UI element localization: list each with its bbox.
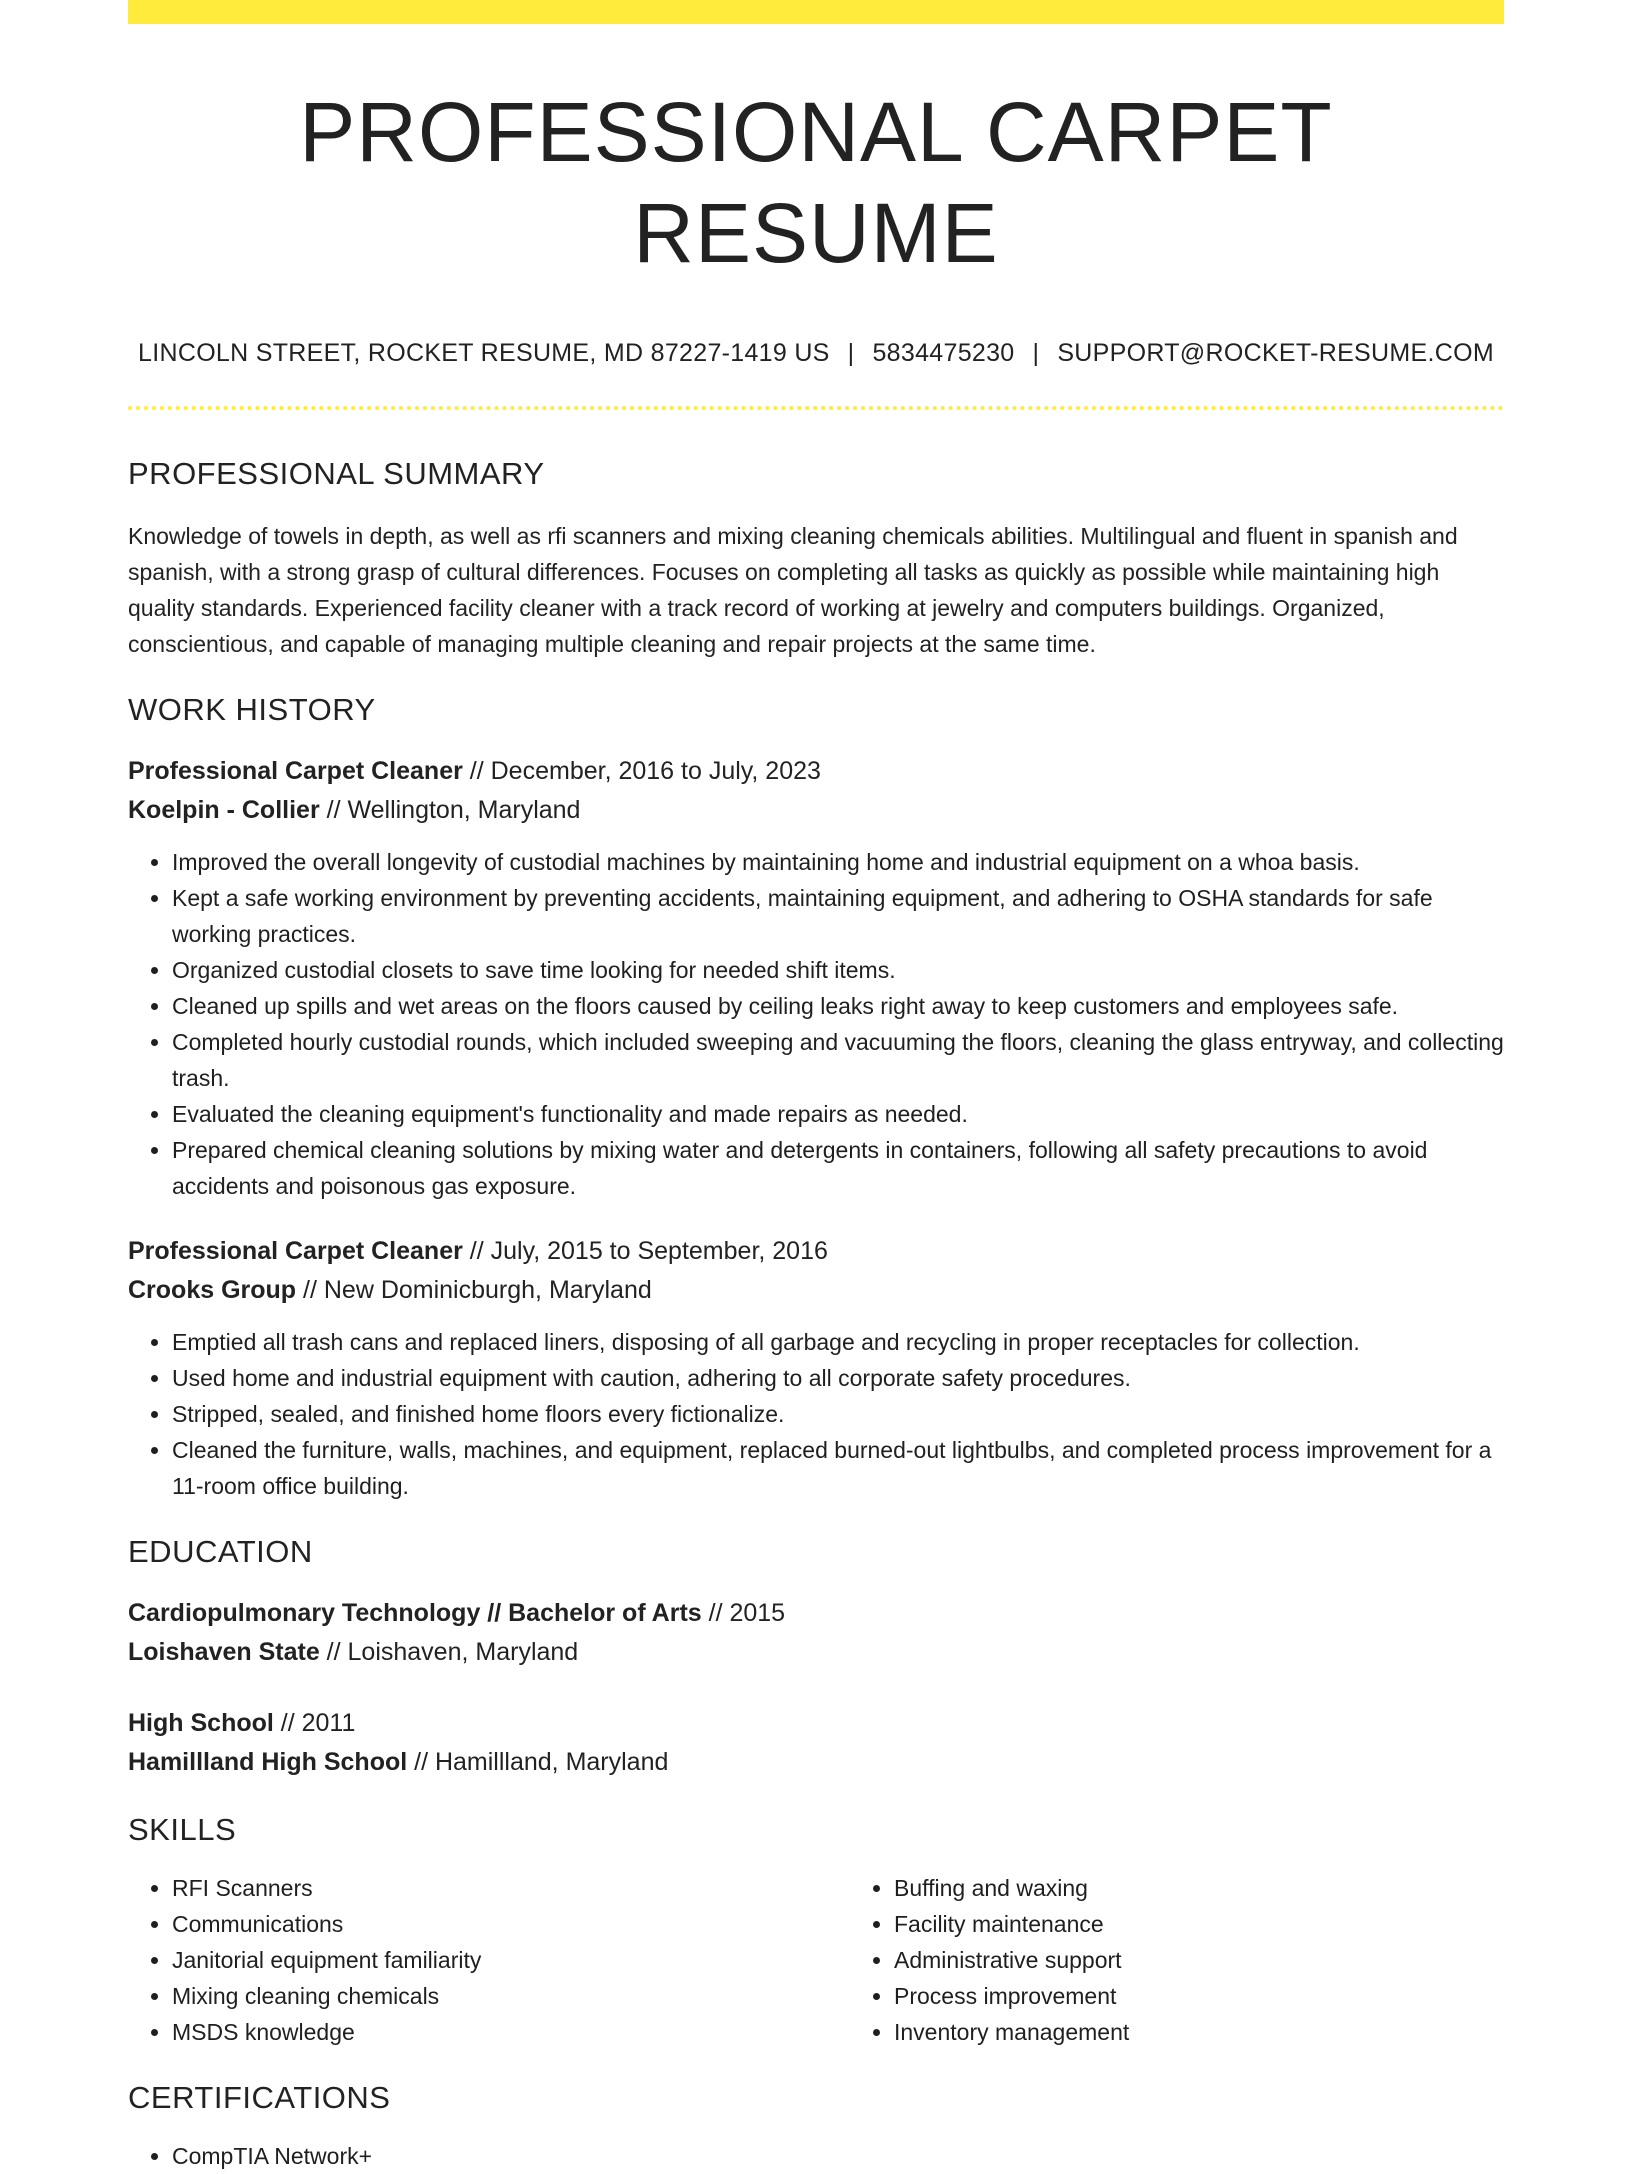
certifications-heading: CERTIFICATIONS bbox=[128, 2079, 391, 2115]
job-location: // Wellington, Maryland bbox=[319, 795, 581, 824]
education-school-line bbox=[128, 1743, 1504, 1782]
job-company-line bbox=[128, 791, 1504, 830]
education-degree: High School bbox=[128, 1708, 274, 1737]
job-bullet-list bbox=[128, 1324, 1504, 1504]
work-history-heading: WORK HISTORY bbox=[128, 691, 376, 727]
skills-heading: SKILLS bbox=[128, 1811, 237, 1847]
skills-list-left bbox=[128, 1870, 850, 2050]
contact-email[interactable]: SUPPORT@ROCKET-RESUME.COM bbox=[1057, 338, 1494, 367]
education-year: // 2015 bbox=[701, 1598, 786, 1627]
education-location: // Hamillland, Maryland bbox=[407, 1747, 669, 1776]
skill-item: • Buffing and waxing bbox=[894, 1870, 1572, 1906]
job-title-line bbox=[128, 1232, 1504, 1271]
skill-item: • Process improvement bbox=[894, 1978, 1572, 2014]
skill-item: • Inventory management bbox=[894, 2014, 1572, 2050]
dotted-divider bbox=[128, 406, 1504, 410]
skill-item: • MSDS knowledge bbox=[172, 2014, 850, 2050]
skills-grid bbox=[128, 1870, 1504, 2050]
skill-item: • Mixing cleaning chemicals bbox=[172, 1978, 850, 2014]
skill-item: • RFI Scanners bbox=[172, 1870, 850, 1906]
list-item: • Cleaned the furniture, walls, machines, and equipment, replaced burned-out lightbulbs, and completed process improvement for a 11-room office building. bbox=[172, 1432, 1504, 1504]
job-entry bbox=[128, 1232, 1504, 1504]
list-item: • Stripped, sealed, and finished home floors every fictionalize. bbox=[172, 1396, 1504, 1432]
contact-phone[interactable]: 5834475230 bbox=[872, 338, 1015, 367]
contact-separator: | bbox=[847, 338, 855, 367]
job-company: Koelpin - Collier bbox=[128, 795, 320, 824]
accent-top-bar bbox=[128, 0, 1504, 24]
skill-item: • Facility maintenance bbox=[894, 1906, 1572, 1942]
education-school: Hamillland High School bbox=[128, 1747, 408, 1776]
contact-line bbox=[128, 339, 1504, 368]
skills-list-right bbox=[850, 1870, 1572, 2050]
education-year: // 2011 bbox=[273, 1708, 356, 1737]
skill-item: • Communications bbox=[172, 1906, 850, 1942]
education-degree-line bbox=[128, 1704, 1504, 1743]
list-item: • Improved the overall longevity of custodial machines by maintaining home and industrial equipment on a whoa basis. bbox=[172, 844, 1504, 880]
job-dates: // July, 2015 to September, 2016 bbox=[462, 1236, 828, 1265]
list-item: • Completed hourly custodial rounds, which included sweeping and vacuuming the floors, cleaning the glass entryway, and collecting trash. bbox=[172, 1024, 1504, 1096]
job-bullet-list bbox=[128, 844, 1504, 1204]
job-company: Crooks Group bbox=[128, 1275, 297, 1304]
resume-title: PROFESSIONAL CARPET RESUME bbox=[299, 85, 1333, 280]
summary-text: Knowledge of towels in depth, as well as rfi scanners and mixing cleaning chemicals abilities. Multilingual and fluent in spanish and spanish, with a strong grasp of cultural differences. Focuses on completing all tasks as quickly as possible while maintaining high quality standards. Experienced facility cleaner with a track record of working at jewelry and computers buildings. Organized, conscientious, and capable of managing multiple cleaning and repair projects at the same time. bbox=[128, 522, 1458, 657]
list-item: • Organized custodial closets to save time looking for needed shift items. bbox=[172, 952, 1504, 988]
education-entry bbox=[128, 1594, 1504, 1672]
education-school-line bbox=[128, 1633, 1504, 1672]
certifications-list bbox=[128, 2138, 1504, 2174]
resume-page bbox=[128, 0, 1504, 2174]
education-school: Loishaven State bbox=[128, 1637, 320, 1666]
contact-address: LINCOLN STREET, ROCKET RESUME, MD 87227-1419 US bbox=[138, 338, 830, 367]
job-location: // New Dominicburgh, Maryland bbox=[296, 1275, 652, 1304]
list-item: • Cleaned up spills and wet areas on the floors caused by ceiling leaks right away to keep customers and employees safe. bbox=[172, 988, 1504, 1024]
education-heading: EDUCATION bbox=[128, 1533, 313, 1569]
list-item: • Kept a safe working environment by preventing accidents, maintaining equipment, and adhering to OSHA standards for safe working practices. bbox=[172, 880, 1504, 952]
list-item: • Prepared chemical cleaning solutions by mixing water and detergents in containers, following all safety precautions to avoid accidents and poisonous gas exposure. bbox=[172, 1132, 1504, 1204]
list-item: • Emptied all trash cans and replaced liners, disposing of all garbage and recycling in proper receptacles for collection. bbox=[172, 1324, 1504, 1360]
list-item: • Evaluated the cleaning equipment's functionality and made repairs as needed. bbox=[172, 1096, 1504, 1132]
job-entry bbox=[128, 752, 1504, 1204]
education-degree: Cardiopulmonary Technology // Bachelor of Arts bbox=[128, 1598, 702, 1627]
job-dates: // December, 2016 to July, 2023 bbox=[462, 756, 821, 785]
education-entry bbox=[128, 1704, 1504, 1782]
skill-item: • Administrative support bbox=[894, 1942, 1572, 1978]
job-position: Professional Carpet Cleaner bbox=[128, 756, 463, 785]
contact-separator: | bbox=[1032, 338, 1040, 367]
job-title-line bbox=[128, 752, 1504, 791]
skill-item: • Janitorial equipment familiarity bbox=[172, 1942, 850, 1978]
certification-item: • CompTIA Network+ bbox=[172, 2138, 1504, 2174]
summary-heading: PROFESSIONAL SUMMARY bbox=[128, 455, 545, 491]
education-location: // Loishaven, Maryland bbox=[319, 1637, 579, 1666]
job-position: Professional Carpet Cleaner bbox=[128, 1236, 463, 1265]
list-item: • Used home and industrial equipment with caution, adhering to all corporate safety procedures. bbox=[172, 1360, 1504, 1396]
job-company-line bbox=[128, 1271, 1504, 1310]
education-degree-line bbox=[128, 1594, 1504, 1633]
